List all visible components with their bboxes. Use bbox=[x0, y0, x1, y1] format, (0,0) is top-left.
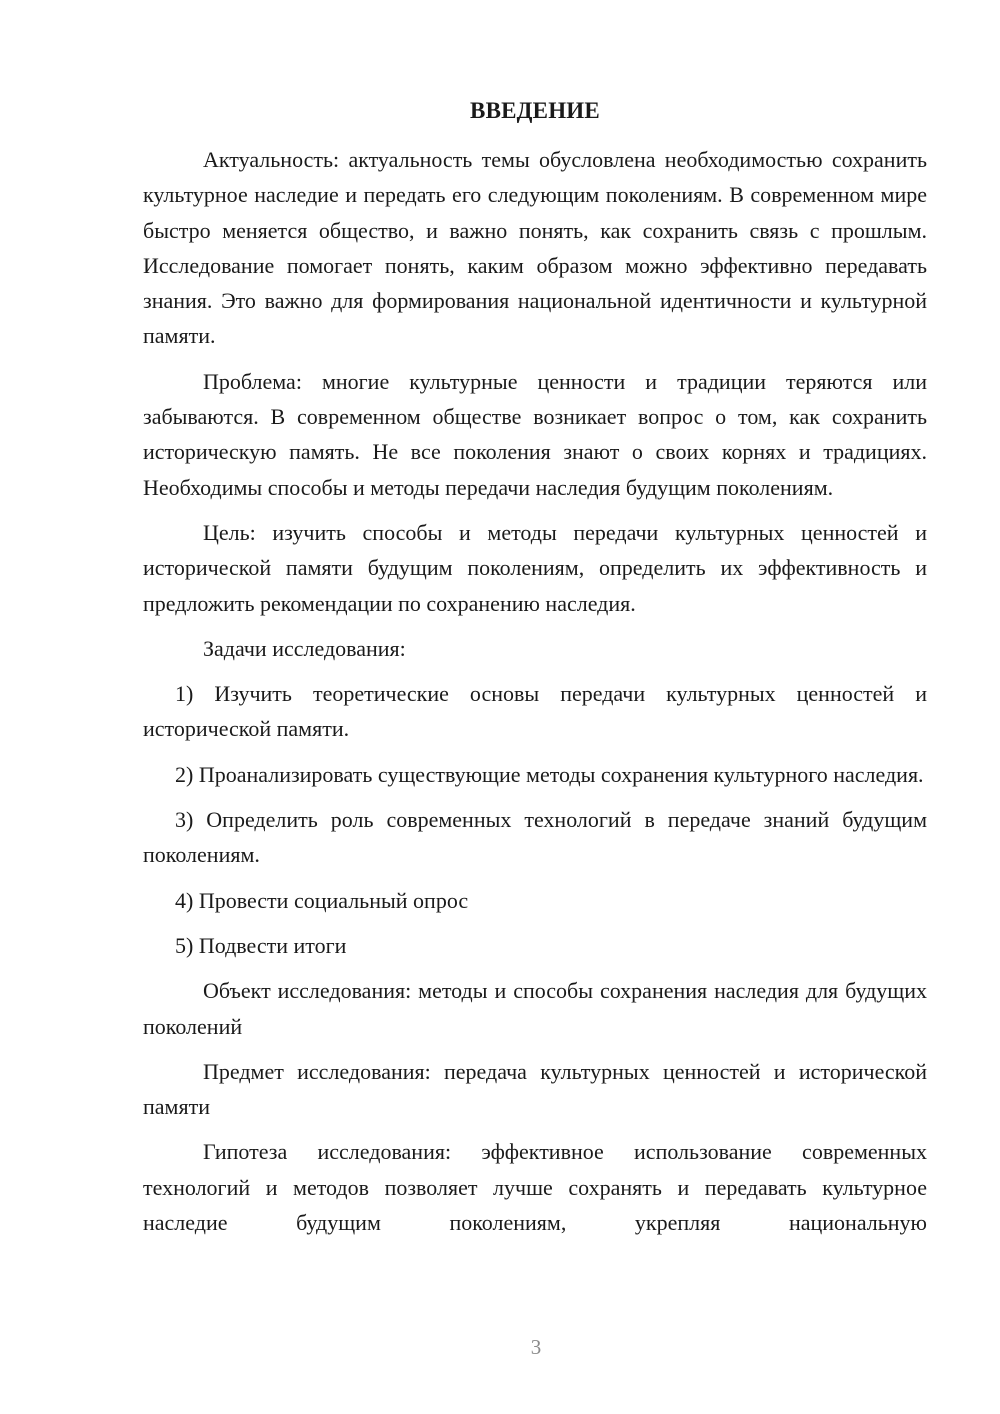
tasks-heading: Задачи исследования: bbox=[203, 635, 406, 661]
page-title: ВВЕДЕНИЕ bbox=[470, 98, 600, 123]
task-item-4: 4) Провести социальный опрос bbox=[175, 887, 469, 913]
text-column bbox=[143, 96, 927, 1240]
paragraph-relevance: Актуальность: актуальность темы обусловлена необходимостью сохранить культурное наследие и передать его следующим поколениям. В современном мире быстро меняется общество, и важно понять, как сохранить связь с прошлым. Исследование помогает понять, каким образом можно эффективно передавать знания. Это важно для формирования национальной идентичности и культурной памяти. bbox=[143, 147, 927, 349]
paragraph-subject: Предмет исследования: передача культурных ценностей и исторической памяти bbox=[143, 1058, 927, 1120]
task-item-2: 2) Проанализировать существующие методы сохранения культурного наследия. bbox=[175, 761, 924, 787]
paragraph-goal: Цель: изучить способы и методы передачи культурных ценностей и исторической памяти будущим поколениям, определить их эффективность и предложить рекомендации по сохранению наследия. bbox=[143, 519, 927, 616]
task-item-5: 5) Подвести итоги bbox=[175, 932, 347, 958]
paragraph-problem: Проблема: многие культурные ценности и традиции теряются или забываются. В современном обществе возникает вопрос о том, как сохранить историческую память. Не все поколения знают о своих корнях и традициях. Необходимы способы и методы передачи наследия будущим поколениям. bbox=[143, 368, 927, 500]
page-number: 3 bbox=[530, 1335, 542, 1359]
task-item-3: 3) Определить роль современных технологий в передаче знаний будущим поколениям. bbox=[143, 807, 927, 868]
paragraph-hypothesis: Гипотеза исследования: эффективное использование современных технологий и методов позволяет лучше сохранять и передавать культурное наследие будущим поколениям, укрепляя национальную bbox=[143, 1139, 927, 1236]
task-item-1: 1) Изучить теоретические основы передачи культурных ценностей и исторической памяти. bbox=[143, 681, 927, 742]
paragraph-object: Объект исследования: методы и способы сохранения наследия для будущих поколений bbox=[143, 978, 927, 1039]
